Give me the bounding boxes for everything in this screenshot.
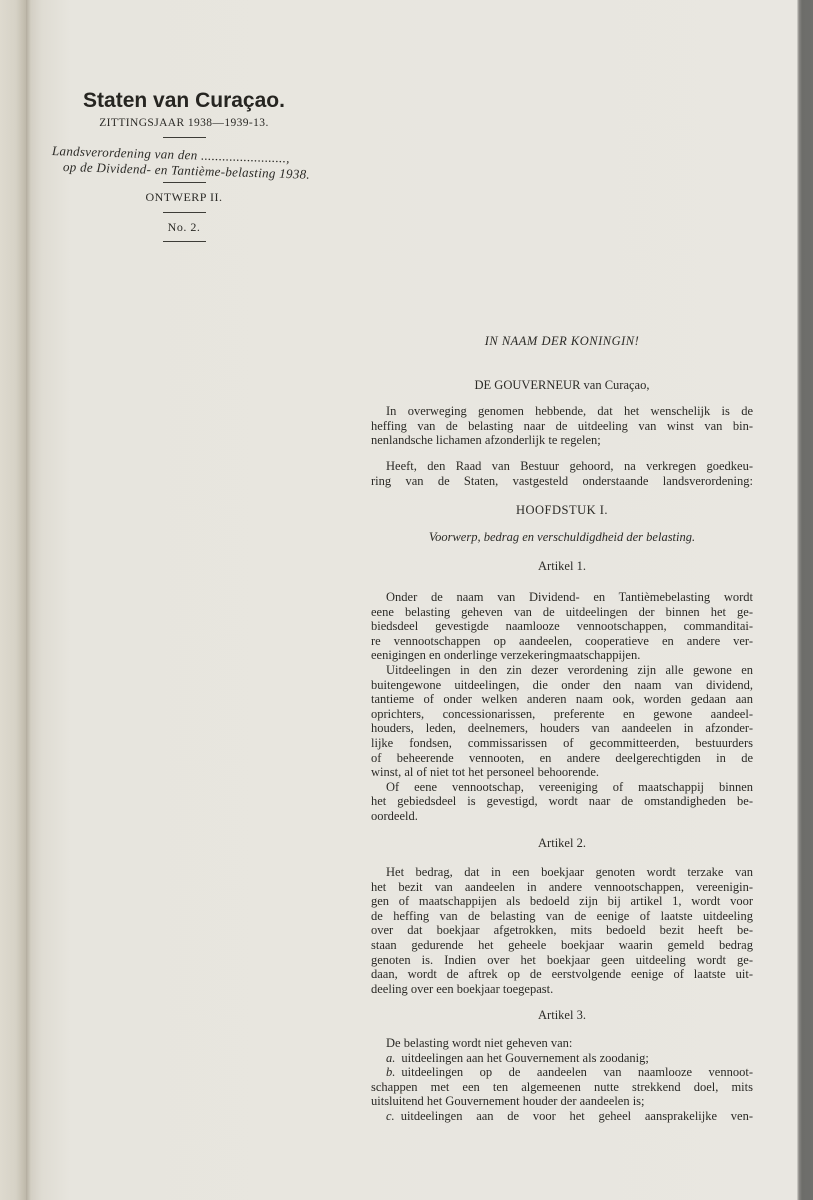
preamble-line: nenlandsche lichamen afzonderlijk te regelen; [371,433,601,448]
article-line: re vennootschappen op aandeelen, cooperatieve en andere ver- [371,633,753,648]
list-marker: b. [386,1065,396,1080]
governor-heading: DE GOUVERNEUR van Curaçao, [474,378,650,392]
number-label: No. 2. [167,220,201,234]
article-line: houders, leden, deelnemers, houders van aandeelen in afzonder- [371,721,753,736]
article-line: oordeeld. [371,809,418,823]
list-item-a [371,1050,753,1066]
article-line: buitengewone uitdeelingen, die onder den naam van dividend, [371,677,753,692]
article-line: staan gedurende het geheele boekjaar waarin gemeld bedrag [371,938,753,952]
article-heading: Artikel 2. [538,836,586,850]
divider [163,137,206,138]
list-item-text: uitdeelingen aan de voor het geheel aansprakelijke ven- [400,1109,753,1123]
divider [163,241,206,242]
article-line: tantieme of onder welken anderen naam ook, worden gedaan aan [371,692,753,707]
preamble-line: heffing van de belasting naar de uitdeeling van winst van bin- [371,418,753,433]
list-item-c [371,1108,753,1124]
divider [163,212,206,213]
article-line: of beheerende vennooten, en andere deelgerechtigden in de [371,750,753,765]
list-marker: a. [386,1050,396,1065]
article-line: eene belasting geheven van de uitdeelingen der binnen het ge- [371,604,753,619]
article-line: de heffing van de belasting van de eenige of laatste uitdeeling [371,908,753,923]
draft-label: ONTWERP II. [145,190,223,204]
list-item-text: uitdeelingen aan het Gouvernement als zoodanig; [401,1050,649,1065]
article-line: Uitdeelingen in den zin dezer verordening zijn alle gewone en [386,663,753,677]
divider [163,182,206,183]
subject-line: op de Dividend- en Tantième-belasting 1938. [62,159,311,182]
article-line: over dat boekjaar afgetrokken, mits bedoeld bezit heeft be- [371,923,753,938]
article-line: het bezit van aandeelen in andere vennootschappen, vereenigin- [371,879,753,894]
chapter-heading: HOOFDSTUK I. [515,503,609,517]
article-line: Het bedrag, dat in een boekjaar genoten wordt terzake van [386,865,753,879]
article-line: De belasting wordt niet geheven van: [386,1036,573,1050]
article-line: genoten is. Indien over het boekjaar geen uitdeeling wordt ge- [371,952,753,967]
article-line: eenigingen en onderlinge verzekeringmaatschappijen. [371,648,641,663]
article-line: deeling over een boekjaar toegepast. [371,981,554,996]
article-line: oprichters, concessionarissen, preferente en gewone aandeel- [371,706,753,721]
article-line: lijke fondsen, commissarissen of gecommitteerden, bestuurders [371,736,753,750]
invocation: IN NAAM DER KONINGIN! [484,334,640,348]
document-title: Staten van Curaçao. [83,89,285,112]
article-heading: Artikel 3. [538,1008,586,1022]
list-item-line: schappen met een ten algemeenen nutte strekkend doel, mits [371,1079,753,1094]
list-marker: c. [386,1109,395,1123]
article-line: Of eene vennootschap, vereeniging of maatschappij binnen [386,779,753,794]
subject-line: Landsverordening van den ........................, [51,143,291,166]
article-line: het gebiedsdeel is gevestigd, wordt naar de omstandigheden be- [371,794,753,809]
preamble-line: Heeft, den Raad van Bestuur gehoord, na verkregen goedkeu- [386,459,753,473]
chapter-title: Voorwerp, bedrag en verschuldigdheid der belasting. [428,530,696,544]
list-item-b [371,1064,753,1080]
article-line: daan, wordt de aftrek op de eerstvolgende eenige of laatste uit- [371,967,753,982]
article-line: winst, al of niet tot het personeel behoorende. [371,765,600,780]
list-item-text: uitdeelingen op de aandeelen van naamlooze vennoot- [401,1065,753,1080]
list-item-line: uitsluitend het Gouvernement houder der aandeelen is; [371,1094,645,1109]
preamble-line: ring van de Staten, vastgesteld onderstaande landsverordening: [371,473,753,488]
article-line: biedsdeel gevestigde naamlooze vennootschappen, commanditai- [371,619,753,634]
article-line: Onder de naam van Dividend- en Tantièmebelasting wordt [386,590,753,604]
preamble-line: In overweging genomen hebbende, dat het wenschelijk is de [386,404,753,418]
session-label: ZITTINGSJAAR 1938—1939-13. [99,117,269,129]
article-heading: Artikel 1. [538,559,586,573]
article-line: gen of maatschappijen als bedoeld zijn bij artikel 1, wordt voor [371,894,753,909]
